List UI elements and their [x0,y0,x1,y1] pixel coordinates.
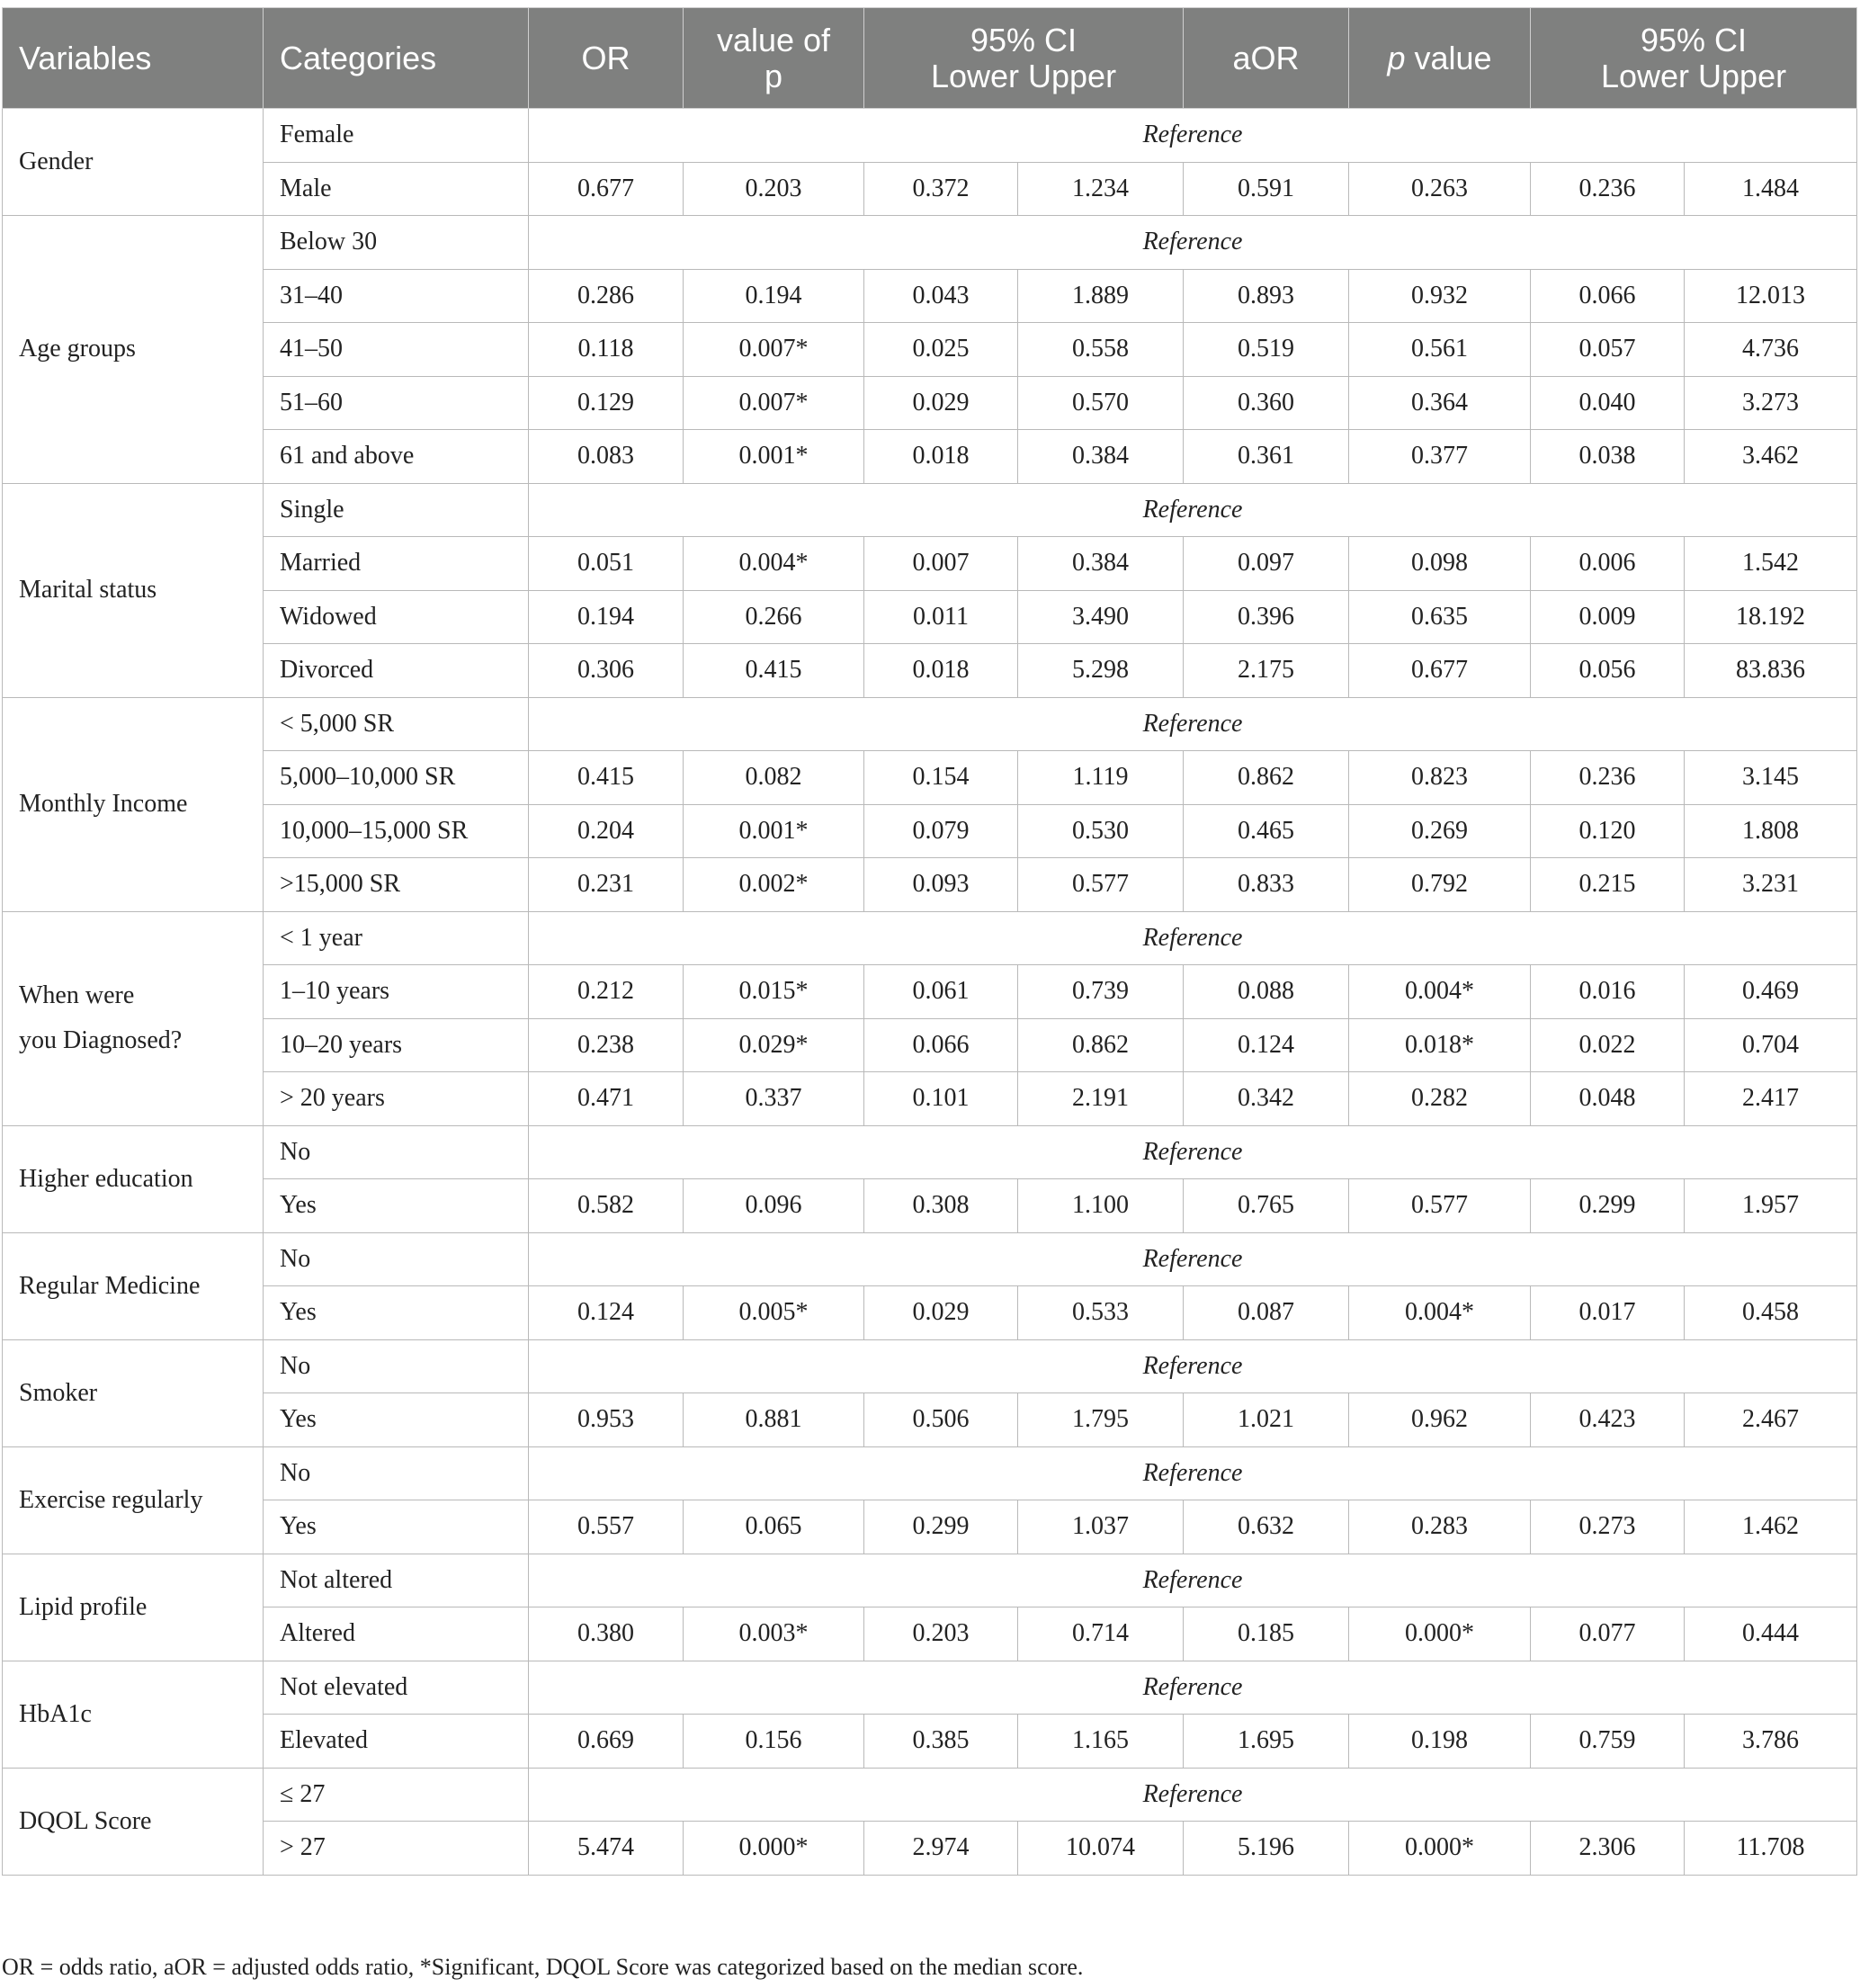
value-cell: 0.862 [1018,1018,1184,1072]
value-cell: 0.002* [684,858,864,912]
value-cell: 0.006 [1531,537,1685,591]
reference-cell: Reference [529,697,1857,751]
category-cell: Yes [264,1179,529,1233]
reference-cell: Reference [529,109,1857,163]
value-cell: 0.017 [1531,1286,1685,1340]
value-cell: 0.018* [1349,1018,1531,1072]
value-cell: 0.364 [1349,376,1531,430]
table-row [3,804,1857,858]
value-cell: 0.000* [1349,1822,1531,1876]
value-cell: 0.098 [1349,537,1531,591]
value-cell: 0.096 [684,1179,864,1233]
value-cell: 0.051 [529,537,684,591]
value-cell: 0.677 [529,162,684,216]
value-cell: 0.129 [529,376,684,430]
table-row [3,1607,1857,1661]
value-cell: 0.385 [864,1715,1018,1769]
value-cell: 1.119 [1018,751,1184,805]
category-cell: Below 30 [264,216,529,270]
value-cell: 5.474 [529,1822,684,1876]
value-cell: 0.739 [1018,965,1184,1019]
variable-cell [3,1554,264,1661]
value-cell: 0.377 [1349,430,1531,484]
category-cell: 10–20 years [264,1018,529,1072]
value-cell: 0.011 [864,590,1018,644]
value-cell: 0.792 [1349,858,1531,912]
value-cell: 3.273 [1685,376,1857,430]
table-row-reference [3,1554,1857,1607]
value-cell: 0.932 [1349,269,1531,323]
value-cell: 0.231 [529,858,684,912]
value-cell: 0.360 [1184,376,1349,430]
value-cell: 0.266 [684,590,864,644]
value-cell: 0.380 [529,1607,684,1661]
table-row [3,858,1857,912]
table-row-reference [3,911,1857,965]
value-cell: 5.196 [1184,1822,1349,1876]
value-cell: 0.384 [1018,430,1184,484]
value-cell: 0.185 [1184,1607,1349,1661]
value-cell: 18.192 [1685,590,1857,644]
value-cell: 0.007* [684,323,864,377]
value-cell: 0.212 [529,965,684,1019]
value-cell: 0.238 [529,1018,684,1072]
value-cell: 0.273 [1531,1500,1685,1554]
category-cell: Yes [264,1500,529,1554]
table-row [3,162,1857,216]
value-cell: 11.708 [1685,1822,1857,1876]
header-95-ci-adjusted-line2: Lower Upper [1600,57,1787,94]
value-cell: 0.444 [1685,1607,1857,1661]
category-cell: No [264,1339,529,1393]
header-or: OR [529,8,684,109]
category-cell: 31–40 [264,269,529,323]
value-cell: 1.037 [1018,1500,1184,1554]
value-cell: 0.093 [864,858,1018,912]
value-cell: 3.231 [1685,858,1857,912]
value-cell: 1.808 [1685,804,1857,858]
table-row-reference [3,1125,1857,1179]
value-cell: 0.043 [864,269,1018,323]
value-cell: 0.118 [529,323,684,377]
value-cell: 83.836 [1685,644,1857,698]
table-row [3,1393,1857,1447]
value-cell: 0.156 [684,1715,864,1769]
value-cell: 0.557 [529,1500,684,1554]
variable-cell [3,1768,264,1875]
header-p-value-text: value [1405,39,1492,76]
category-cell: 1–10 years [264,965,529,1019]
category-cell: Yes [264,1286,529,1340]
value-cell: 0.203 [684,162,864,216]
value-cell: 0.704 [1685,1018,1857,1072]
value-cell: 0.833 [1184,858,1349,912]
header-p-value [1349,8,1531,109]
category-cell: 41–50 [264,323,529,377]
value-cell: 1.234 [1018,162,1184,216]
variable-label: Marital status [19,576,157,604]
table-row-reference [3,1661,1857,1715]
value-cell: 2.417 [1685,1072,1857,1126]
value-cell: 1.795 [1018,1393,1184,1447]
value-cell: 0.083 [529,430,684,484]
value-cell: 0.361 [1184,430,1349,484]
value-cell: 0.396 [1184,590,1349,644]
value-cell: 0.016 [1531,965,1685,1019]
value-cell: 0.469 [1685,965,1857,1019]
table-row [3,1822,1857,1876]
value-cell: 0.458 [1685,1286,1857,1340]
value-cell: 0.282 [1349,1072,1531,1126]
value-cell: 0.465 [1184,804,1349,858]
reference-cell: Reference [529,216,1857,270]
value-cell: 0.471 [529,1072,684,1126]
value-cell: 0.029 [864,1286,1018,1340]
table-row [3,1715,1857,1769]
category-cell: Married [264,537,529,591]
header-95-ci-line1: 95% CI [970,21,1078,58]
variable-cell [3,911,264,1125]
table-row [3,1179,1857,1233]
value-cell: 0.124 [1184,1018,1349,1072]
table-row [3,1286,1857,1340]
value-cell: 0.061 [864,965,1018,1019]
category-cell: Male [264,162,529,216]
value-cell: 3.145 [1685,751,1857,805]
value-cell: 0.423 [1531,1393,1685,1447]
category-cell: Not elevated [264,1661,529,1715]
category-cell: No [264,1125,529,1179]
value-cell: 0.056 [1531,644,1685,698]
value-cell: 0.066 [1531,269,1685,323]
value-cell: 0.057 [1531,323,1685,377]
header-p-value-italic: p [1387,39,1406,76]
value-cell: 0.591 [1184,162,1349,216]
value-cell: 0.004* [1349,1286,1531,1340]
category-cell: No [264,1232,529,1286]
value-cell: 0.038 [1531,430,1685,484]
value-cell: 0.714 [1018,1607,1184,1661]
header-variables: Variables [3,8,264,109]
value-cell: 1.021 [1184,1393,1349,1447]
table-row [3,376,1857,430]
category-cell: ≤ 27 [264,1768,529,1822]
value-cell: 0.561 [1349,323,1531,377]
value-cell: 0.533 [1018,1286,1184,1340]
value-cell: 1.484 [1685,162,1857,216]
table-row [3,1500,1857,1554]
value-cell: 0.154 [864,751,1018,805]
header-value-of-p [684,8,864,109]
category-cell: Not altered [264,1554,529,1607]
reference-cell: Reference [529,1661,1857,1715]
value-cell: 0.088 [1184,965,1349,1019]
value-cell: 1.462 [1685,1500,1857,1554]
value-cell: 1.100 [1018,1179,1184,1233]
value-cell: 0.001* [684,430,864,484]
reference-cell: Reference [529,1339,1857,1393]
value-cell: 0.299 [864,1500,1018,1554]
value-cell: 5.298 [1018,644,1184,698]
value-cell: 1.957 [1685,1179,1857,1233]
value-cell: 0.029 [864,376,1018,430]
table-row-reference [3,109,1857,163]
reference-cell: Reference [529,1768,1857,1822]
header-95-ci-adjusted-line1: 95% CI [1640,21,1748,58]
category-cell: Divorced [264,644,529,698]
variable-label: Smoker [19,1378,98,1407]
value-cell: 0.124 [529,1286,684,1340]
table-row [3,965,1857,1019]
header-95-ci [864,8,1184,109]
reference-cell: Reference [529,1125,1857,1179]
variable-label: DQOL Score [19,1806,152,1835]
category-cell: Yes [264,1393,529,1447]
table-row-reference [3,1339,1857,1393]
category-cell: Altered [264,1607,529,1661]
value-cell: 0.263 [1349,162,1531,216]
value-cell: 3.786 [1685,1715,1857,1769]
value-cell: 0.506 [864,1393,1018,1447]
variable-cell [3,697,264,911]
value-cell: 0.065 [684,1500,864,1554]
value-cell: 0.823 [1349,751,1531,805]
value-cell: 0.893 [1184,269,1349,323]
reference-cell: Reference [529,1554,1857,1607]
category-cell: 10,000–15,000 SR [264,804,529,858]
header-categories: Categories [264,8,529,109]
value-cell: 0.000* [1349,1607,1531,1661]
category-cell: Single [264,483,529,537]
category-cell: < 5,000 SR [264,697,529,751]
value-cell: 0.283 [1349,1500,1531,1554]
reference-cell: Reference [529,1446,1857,1500]
table-footnote: OR = odds ratio, aOR = adjusted odds ratio, *Significant, DQOL Score was categorized based on the median score. [2,1954,1084,1980]
value-cell: 0.003* [684,1607,864,1661]
variable-label: Age groups [19,335,136,363]
value-cell: 2.191 [1018,1072,1184,1126]
variable-label: Gender [19,148,94,175]
category-cell: < 1 year [264,911,529,965]
value-cell: 0.215 [1531,858,1685,912]
value-cell: 0.005* [684,1286,864,1340]
variable-label: HbA1c [19,1699,92,1728]
value-cell: 0.018 [864,430,1018,484]
table-row [3,1018,1857,1072]
variable-label: Higher education [19,1164,193,1193]
odds-ratio-table-container [2,7,1856,1876]
value-cell: 0.582 [529,1179,684,1233]
table-row-reference [3,216,1857,270]
category-cell: Elevated [264,1715,529,1769]
value-cell: 0.087 [1184,1286,1349,1340]
value-cell: 0.570 [1018,376,1184,430]
table-row-reference [3,697,1857,751]
value-cell: 0.040 [1531,376,1685,430]
value-cell: 0.120 [1531,804,1685,858]
variable-cell [3,1125,264,1232]
table-row [3,1072,1857,1126]
value-cell: 0.204 [529,804,684,858]
value-cell: 0.082 [684,751,864,805]
variable-label: Lipid profile [19,1592,148,1621]
value-cell: 0.004* [1349,965,1531,1019]
value-cell: 1.542 [1685,537,1857,591]
value-cell: 0.677 [1349,644,1531,698]
header-aor: aOR [1184,8,1349,109]
value-cell: 0.530 [1018,804,1184,858]
value-cell: 0.308 [864,1179,1018,1233]
reference-cell: Reference [529,911,1857,965]
value-cell: 0.066 [864,1018,1018,1072]
value-cell: 0.000* [684,1822,864,1876]
value-cell: 0.384 [1018,537,1184,591]
value-cell: 0.029* [684,1018,864,1072]
odds-ratio-table [2,7,1857,1876]
value-cell: 0.079 [864,804,1018,858]
value-cell: 0.881 [684,1393,864,1447]
value-cell: 0.306 [529,644,684,698]
table-row-reference [3,1768,1857,1822]
category-cell: 61 and above [264,430,529,484]
category-cell: Widowed [264,590,529,644]
variable-cell [3,1446,264,1554]
category-cell: 5,000–10,000 SR [264,751,529,805]
value-cell: 0.577 [1349,1179,1531,1233]
header-value-of-p-line2: p [764,57,783,94]
category-cell: 51–60 [264,376,529,430]
value-cell: 3.490 [1018,590,1184,644]
variable-label: When were [19,981,135,1009]
value-cell: 0.101 [864,1072,1018,1126]
value-cell: 0.765 [1184,1179,1349,1233]
value-cell: 0.194 [684,269,864,323]
table-row [3,751,1857,805]
variable-cell [3,1661,264,1768]
value-cell: 0.194 [529,590,684,644]
value-cell: 0.048 [1531,1072,1685,1126]
table-row [3,590,1857,644]
value-cell: 1.695 [1184,1715,1349,1769]
table-row-reference [3,1232,1857,1286]
value-cell: 0.015* [684,965,864,1019]
value-cell: 0.236 [1531,162,1685,216]
variable-label: Exercise regularly [19,1485,203,1514]
value-cell: 0.962 [1349,1393,1531,1447]
value-cell: 12.013 [1685,269,1857,323]
value-cell: 1.165 [1018,1715,1184,1769]
table-row-reference [3,1446,1857,1500]
value-cell: 2.974 [864,1822,1018,1876]
value-cell: 0.415 [684,644,864,698]
value-cell: 4.736 [1685,323,1857,377]
table-body [3,109,1857,1876]
value-cell: 0.001* [684,804,864,858]
value-cell: 0.269 [1349,804,1531,858]
variable-cell [3,1232,264,1339]
value-cell: 0.097 [1184,537,1349,591]
header-value-of-p-line1: value of [716,21,831,58]
value-cell: 2.467 [1685,1393,1857,1447]
category-cell: > 20 years [264,1072,529,1126]
value-cell: 0.862 [1184,751,1349,805]
category-cell: >15,000 SR [264,858,529,912]
value-cell: 0.009 [1531,590,1685,644]
value-cell: 0.372 [864,162,1018,216]
header-95-ci-adjusted [1531,8,1857,109]
variable-cell [3,1339,264,1446]
value-cell: 2.175 [1184,644,1349,698]
value-cell: 0.337 [684,1072,864,1126]
header-95-ci-line2: Lower Upper [930,57,1117,94]
value-cell: 0.415 [529,751,684,805]
reference-cell: Reference [529,1232,1857,1286]
value-cell: 0.299 [1531,1179,1685,1233]
value-cell: 0.198 [1349,1715,1531,1769]
value-cell: 0.004* [684,537,864,591]
value-cell: 2.306 [1531,1822,1685,1876]
value-cell: 0.236 [1531,751,1685,805]
value-cell: 0.558 [1018,323,1184,377]
value-cell: 0.007* [684,376,864,430]
variable-label: Regular Medicine [19,1271,201,1300]
value-cell: 0.342 [1184,1072,1349,1126]
header-row [3,8,1857,109]
table-row [3,644,1857,698]
value-cell: 0.519 [1184,323,1349,377]
category-cell: > 27 [264,1822,529,1876]
value-cell: 0.077 [1531,1607,1685,1661]
value-cell: 0.635 [1349,590,1531,644]
variable-label: Monthly Income [19,790,188,818]
table-row [3,430,1857,484]
value-cell: 0.669 [529,1715,684,1769]
variable-cell [3,216,264,484]
value-cell: 10.074 [1018,1822,1184,1876]
table-row [3,323,1857,377]
value-cell: 3.462 [1685,430,1857,484]
category-cell: No [264,1446,529,1500]
value-cell: 0.018 [864,644,1018,698]
value-cell: 0.632 [1184,1500,1349,1554]
table-row [3,269,1857,323]
value-cell: 0.007 [864,537,1018,591]
value-cell: 0.286 [529,269,684,323]
value-cell: 1.889 [1018,269,1184,323]
value-cell: 0.759 [1531,1715,1685,1769]
value-cell: 0.025 [864,323,1018,377]
variable-cell [3,483,264,697]
table-row [3,537,1857,591]
reference-cell: Reference [529,483,1857,537]
variable-cell [3,109,264,216]
value-cell: 0.577 [1018,858,1184,912]
variable-label: you Diagnosed? [19,1026,183,1054]
value-cell: 0.022 [1531,1018,1685,1072]
table-row-reference [3,483,1857,537]
value-cell: 0.953 [529,1393,684,1447]
category-cell: Female [264,109,529,163]
value-cell: 0.203 [864,1607,1018,1661]
